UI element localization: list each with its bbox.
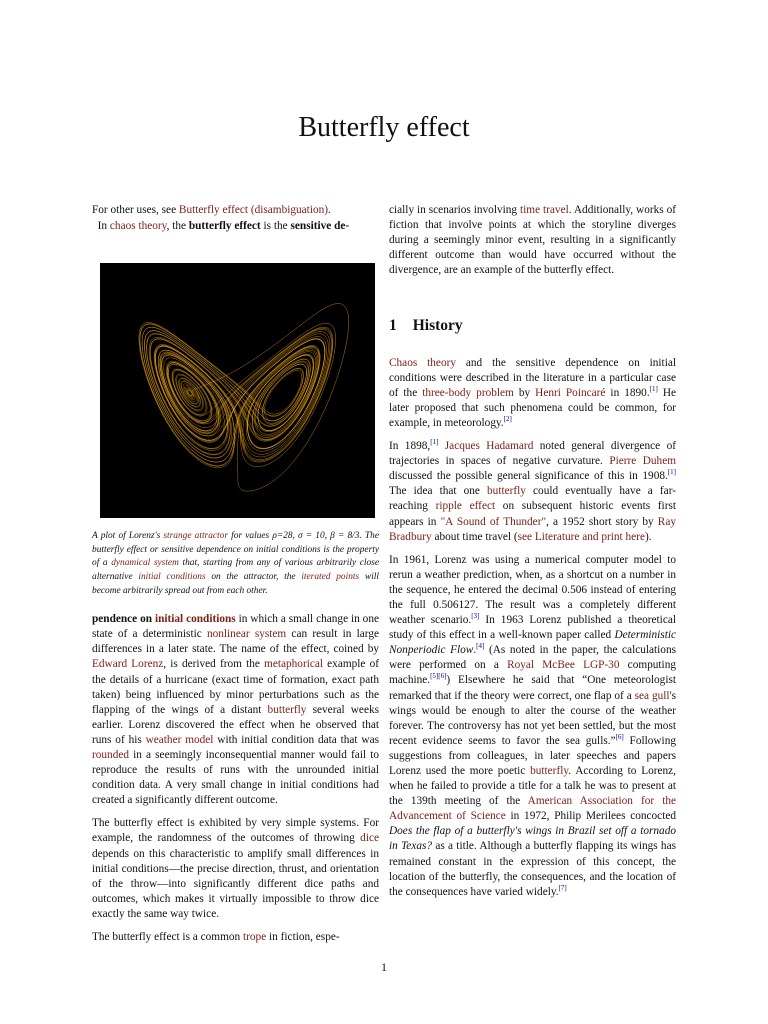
ref-6[interactable]: [6] — [615, 733, 624, 742]
royal-mcbee-link[interactable]: Royal McBee LGP-30 — [507, 659, 620, 672]
chaos-theory-link[interactable]: chaos theory — [109, 220, 167, 233]
strange-attractor-link[interactable]: strange attractor — [163, 531, 228, 542]
ref-7[interactable]: [7] — [558, 883, 567, 892]
ref-1[interactable]: [1] — [430, 438, 439, 447]
history-paragraph-1: Chaos theory and the sensitive dependence on initial conditions were described in the literature in a particular case of the three-body problem by Henri Poincaré in 1890.[1] He later proposed that such phenomena could be common, for example, in meteorology.[2] — [389, 356, 677, 429]
lorenz-attractor-plot — [100, 263, 375, 518]
rounded-link[interactable]: rounded — [92, 749, 130, 761]
pierre-duhem-link[interactable]: Pierre Duhem — [609, 455, 676, 468]
figure-caption: A plot of Lorenz's strange attractor for values ρ=28, σ = 10, β = 8/3. The butterfly effect or sensitive dependence on initial conditions is the property of a dynamical system that, starting from any of various arbitrarily close alternative initial conditions on the attractor, the iterated points will become arbitrarily spread out from each other. — [92, 531, 379, 596]
ref-3[interactable]: [3] — [471, 612, 480, 621]
trope-link[interactable]: trope — [243, 931, 267, 944]
metaphorical-link[interactable]: metaphorical — [264, 658, 324, 671]
disambiguation-link[interactable]: Butterfly effect (disambiguation) — [178, 204, 329, 216]
henri-poincare-link[interactable]: Henri Poincaré — [535, 386, 606, 399]
attractor-trajectory — [139, 304, 349, 492]
intro-paragraph-start: In chaos theory, the butterfly effect is the sensitive de- — [97, 220, 350, 233]
right-column — [389, 203, 676, 908]
butterfly-link[interactable]: butterfly — [267, 703, 307, 716]
aaas-link[interactable]: American Association for the Advancement of Science — [389, 795, 676, 823]
jacques-hadamard-link[interactable]: Jacques Hadamard — [444, 440, 534, 453]
trope-paragraph-start: The butterfly effect is a common trope in fiction, espe- — [92, 931, 340, 944]
history-paragraph-3: In 1961, Lorenz was using a numerical computer model to rerun a weather prediction, when, as a shortcut on a number in the sequence, he entered the decimal 0.506 instead of entering the full 0.506127. The result was a completely different weather scenario.[3] In 1963 Lorenz published a theoretical study of this effect in a well-known paper called Deterministic Nonperiodic Flow.[4] (As noted in the paper, the calculations were performed on a Royal McBee LGP-30 computing machine.[5][6]) Elsewhere he said that “One meteorologist remarked that if the theory were correct, one flap of a sea gull's wings would be enough to alter the course of the weather forever. The controversy has not yet been settled, but the most recent evidence seems to favor the sea gulls.”[6] Following suggestions from colleagues, in later speeches and papers Lorenz used the more poetic butterfly. According to Lorenz, when he failed to provide a title for a talk he was to present at the 139th meeting of the American Association for the Advancement of Science in 1972, Philip Merilees concocted Does the flap of a butterfly's wings in Brazil set off a tornado in Texas? as a title. Although a butterfly flapping its wings has remained constant in the expression of this concept, the location of the butterfly, the consequences, and the location of the consequences have varied widely.[7] — [389, 553, 677, 898]
ref-1[interactable]: [1] — [649, 384, 658, 393]
dice-paragraph: The butterfly effect is exhibited by very simple systems. For example, the randomness of the outcomes of throwing dice depends on this characteristic to amplify small differences in initial conditions—the precise direction, thrust, and orientation of the throw—into significantly different dice paths and outcomes, which makes it virtually impossible to throw dice exactly the same way twice. — [92, 817, 379, 920]
ref-2[interactable]: [2] — [503, 415, 512, 424]
dynamical-system-link[interactable]: dynamical system — [111, 558, 179, 569]
hatnote: For other uses, see Butterfly effect (disambiguation). — [92, 204, 331, 216]
butterfly-history-link[interactable]: butterfly — [487, 485, 526, 498]
time-travel-link[interactable]: time travel — [520, 204, 569, 216]
three-body-problem-link[interactable]: three-body problem — [422, 386, 514, 399]
literature-link[interactable]: see Literature and print here — [517, 530, 645, 543]
ref-1[interactable]: [1] — [667, 468, 676, 477]
history-paragraph-2: In 1898,[1] Jacques Hadamard noted general divergence of trajectories in spaces of negative curvature. Pierre Duhem discussed the possible general significance of this in 1908.[1] The idea that one butterfly could eventually have a far-reaching ripple effect on subsequent historic events first appears in "A Sound of Thunder", a 1952 short story by Ray Bradbury about time travel (see Literature and print here). — [389, 438, 676, 543]
ref-4[interactable]: [4] — [476, 642, 485, 651]
ripple-effect-link[interactable]: ripple effect — [435, 500, 496, 513]
ref-5-6[interactable]: [5][6] — [430, 672, 447, 681]
sound-of-thunder-link[interactable]: "A Sound of Thunder" — [440, 515, 547, 528]
history-heading: 1 History — [389, 317, 463, 335]
page-title: Butterfly effect — [298, 112, 470, 143]
page-number: 1 — [381, 960, 387, 974]
chaos-theory-history-link[interactable]: Chaos theory — [389, 356, 456, 369]
nonlinear-system-link[interactable]: nonlinear system — [206, 628, 287, 641]
lorenz-attractor-figure — [100, 263, 375, 518]
weather-model-link[interactable]: weather model — [145, 733, 214, 746]
butterfly-poetic-link[interactable]: butterfly — [530, 765, 569, 777]
initial-conditions-link[interactable]: initial conditions — [154, 613, 236, 626]
dice-link[interactable]: dice — [360, 832, 379, 845]
trope-paragraph-cont: cially in scenarios involving time travel. Additionally, works of fiction that involve points at which the storyline diverges during a seemingly minor event, resulting in a significantly different outcome than would have occurred without the divergence, are an example of the butterfly effect. — [389, 204, 677, 277]
left-column — [92, 203, 379, 953]
intro-paragraph-cont: pendence on initial conditions in which a small change in one state of a deterministic nonlinear system can result in large differences in a later state. The name of the effect, coined by Edward Lorenz, is derived from the metaphorical example of the details of a hurricane (exact time of formation, exact path taken) being influenced by minor perturbations such as the flapping of the wings of a distant butterfly several weeks earlier. Lorenz discovered the effect when he observed that runs of his weather model with initial condition data that was rounded in a seemingly inconsequential manner would fail to reproduce the results of runs with the unrounded initial condition data. A very small change in initial conditions had created a significantly different outcome. — [92, 613, 379, 807]
iterated-points-link[interactable]: iterated points — [301, 571, 360, 582]
sea-gull-link[interactable]: sea gull — [634, 689, 670, 702]
initial-conditions-caption-link[interactable]: initial conditions — [138, 571, 206, 582]
ray-bradbury-link[interactable]: Ray Bradbury — [389, 515, 676, 543]
edward-lorenz-link[interactable]: Edward Lorenz — [92, 658, 164, 671]
